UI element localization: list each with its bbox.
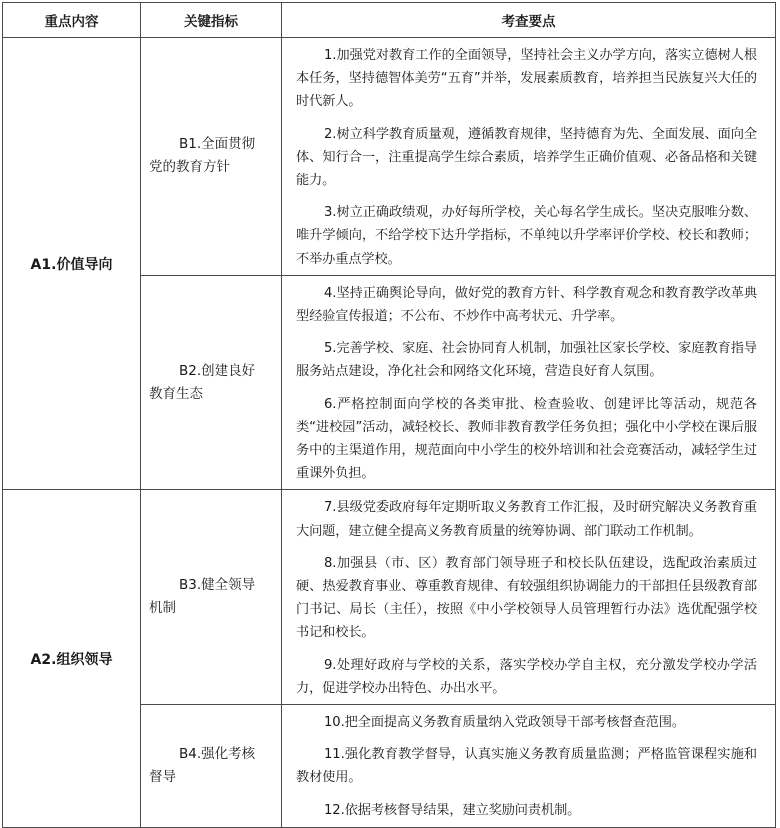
check-point-5: 5.完善学校、家庭、社会协同育人机制，加强社区家长学校、家庭教育指导服务站点建设，净化社会和网络文化环境，营造良好育人氛围。: [296, 341, 757, 380]
table-row: [3, 38, 776, 276]
evaluation-table: [2, 2, 776, 828]
indicator-b3: [141, 490, 282, 705]
indicator-b1-line1: B1.全面贯彻: [179, 136, 256, 153]
check-point-2: 2.树立科学教育质量观，遵循教育规律，坚持德育为先、全面发展、面向全体、知行合一，注重提高学生综合素质，培养学生正确价值观、必备品格和关键能力。: [296, 126, 757, 189]
section-label-a2: A2.组织领导: [3, 490, 141, 828]
indicator-b3-line1: B3.健全领导: [179, 577, 256, 594]
indicator-b1-line2: 党的教育方针: [149, 159, 230, 176]
check-points-b4: [282, 705, 776, 828]
indicator-b2-line2: 教育生态: [149, 385, 203, 402]
check-points-b3: [282, 490, 776, 705]
check-point-10: 10.把全面提高义务教育质量纳入党政领导干部考核督查范围。: [324, 715, 685, 731]
check-point-9: 9.处理好政府与学校的关系，落实学校办学自主权，充分激发学校办学活力，促进学校办出特色、办出水平。: [296, 657, 757, 696]
check-point-6: 6.严格控制面向学校的各类审批、检查验收、创建评比等活动，规范各类“进校园”活动，减轻校长、教师非教育教学任务负担；强化中小学校在课后服务中的主渠道作用，规范面向中小学生的校外培训和社会竞赛活动，减轻学生过重课外负担。: [296, 396, 757, 482]
indicator-b2: [141, 275, 282, 490]
indicator-b4-line2: 督导: [149, 769, 176, 786]
header-row: [3, 3, 776, 38]
header-key-content: 重点内容: [3, 3, 141, 38]
check-points-b2: [282, 275, 776, 490]
indicator-b3-line2: 机制: [149, 600, 176, 617]
indicator-b4: [141, 705, 282, 828]
check-point-12: 12.依据考核督导结果，建立奖励问责机制。: [324, 802, 581, 818]
check-point-8: 8.加强县（市、区）教育部门领导班子和校长队伍建设，选配政治素质过硬、热爱教育事业、尊重教育规律、有较强组织协调能力的干部担任县级教育部门书记、局长（主任），按照《中小学校领导人员管理暂行办法》选优配强学校书记和校长。: [296, 555, 757, 641]
check-points-b1: [282, 38, 776, 276]
table-row: [3, 490, 776, 705]
header-key-indicator: 关键指标: [141, 3, 282, 38]
check-point-11: 11.强化教育教学督导，认真实施义务教育质量监测；严格监管课程实施和教材使用。: [296, 747, 757, 786]
indicator-b4-line1: B4.强化考核: [179, 746, 256, 763]
section-label-a1: A1.价值导向: [3, 38, 141, 490]
header-check-points: 考查要点: [282, 3, 776, 38]
check-point-4: 4.坚持正确舆论导向，做好党的教育方针、科学教育观念和教育教学改革典型经验宣传报道；不公布、不炒作中高考状元、升学率。: [296, 285, 757, 325]
indicator-b1: [141, 38, 282, 276]
check-point-3: 3.树立正确政绩观，办好每所学校，关心每名学生成长。坚决克服唯分数、唯升学倾向，不给学校下达升学指标，不单纯以升学率评价学校、校长和教师；不举办重点学校。: [296, 205, 757, 267]
indicator-b2-line1: B2.创建良好: [179, 362, 256, 379]
check-point-1: 1.加强党对教育工作的全面领导，坚持社会主义办学方向，落实立德树人根本任务，坚持德智体美劳“五育”并举，发展素质教育，培养担当民族复兴大任的时代新人。: [296, 48, 757, 110]
check-point-7: 7.县级党委政府每年定期听取义务教育工作汇报，及时研究解决义务教育重大问题，建立健全提高义务教育质量的统筹协调、部门联动工作机制。: [296, 500, 757, 539]
